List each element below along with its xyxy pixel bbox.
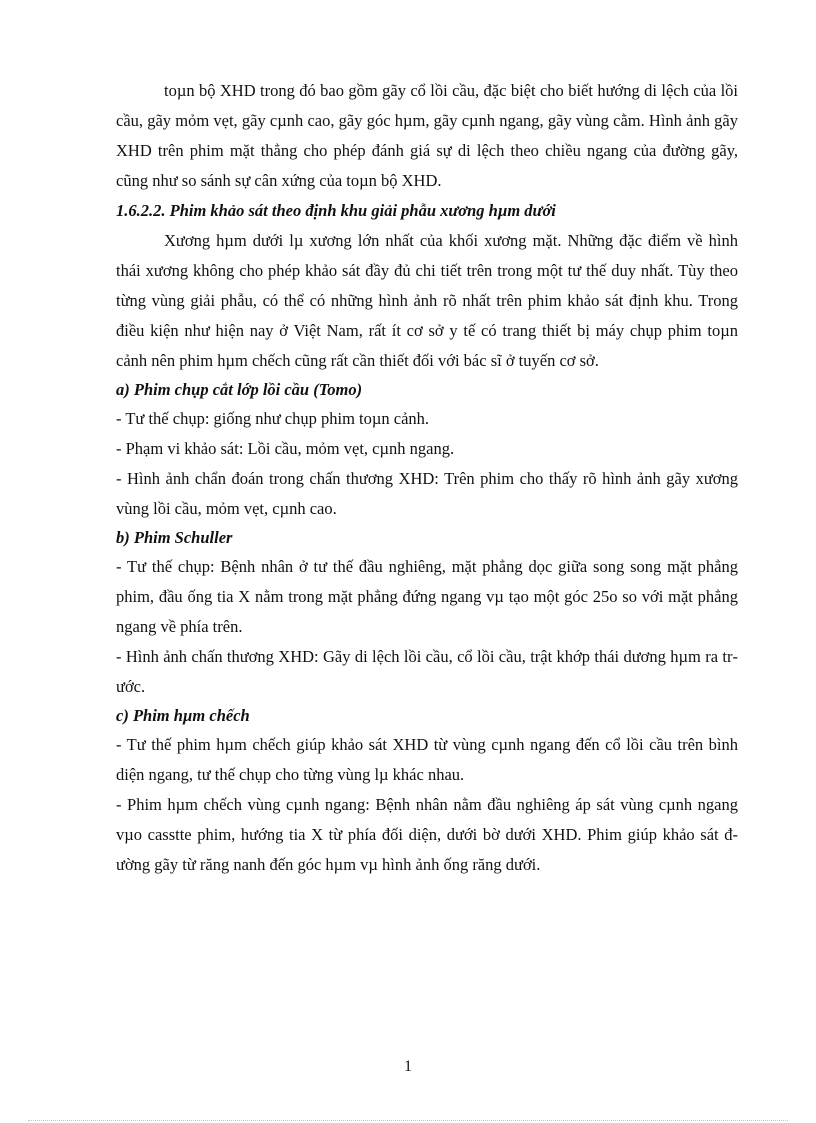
page-number: 1 xyxy=(404,1058,412,1075)
subheading-schuller: b) Phim Schuller xyxy=(116,528,233,547)
footer-divider xyxy=(28,1120,788,1121)
list-item: - Tư thế chụp: Bệnh nhân ở tư thế đầu nghiêng, mặt phẳng dọc giữa song song mặt phẳng phim, đầu ống tia X nằm trong mặt phẳng đứng ngang vµ tạo một góc 25o so với mặt phẳng ngang về phía trên. xyxy=(116,557,738,636)
section-heading: 1.6.2.2. Phim khảo sát theo định khu giải phẫu xương hµm dưới xyxy=(116,201,556,220)
list-item: - Tư thế phim hµm chếch giúp khảo sát XHD từ vùng cµnh ngang đến cổ lồi cầu trên bình diện ngang, tư thế chụp cho từng vùng lµ khác nhau. xyxy=(116,735,738,784)
paragraph-intro: toµn bộ XHD trong đó bao gồm gãy cổ lồi cầu, đặc biệt cho biết hướng di lệch của lồi cầu, gãy mỏm vẹt, gãy cµnh cao, gãy góc hµm, gãy cµnh ngang, gãy vùng cằm. Hình ảnh gãy XHD trên phim mặt thẳng cho phép đánh giá sự di lệch theo chiều ngang của đường gãy, cũng như so sánh sự cân xứng của toµn bộ XHD. xyxy=(116,81,738,190)
list-item: - Hình ảnh chẩn đoán trong chấn thương XHD: Trên phim cho thấy rõ hình ảnh gãy xương vùng lồi cầu, mỏm vẹt, cµnh cao. xyxy=(116,469,738,518)
paragraph-overview: Xương hµm dưới lµ xương lớn nhất của khối xương mặt. Những đặc điểm về hình thái xương không cho phép khảo sát đầy đủ chi tiết trên trong một tư thế duy nhất. Tùy theo từng vùng giải phẫu, có thể có những hình ảnh rõ nhất trên phim khảo sát định khu. Trong điều kiện như hiện nay ở Việt Nam, rất ít cơ sở y tế có trang thiết bị máy chụp phim toµn cảnh nên phim hµm chếch cũng rất cần thiết đối với bác sĩ ở tuyến cơ sở. xyxy=(116,231,738,370)
list-item: - Phim hµm chếch vùng cµnh ngang: Bệnh nhân nằm đầu nghiêng áp sát vùng cµnh ngang vµo casstte phim, hướng tia X từ phía đối diện, dưới bờ dưới XHD. Phim giúp khảo sát đường gãy từ răng nanh đến góc hµm vµ hình ảnh ống răng dưới. xyxy=(116,795,738,874)
document-body xyxy=(116,76,738,880)
subheading-tomo: a) Phim chụp cắt lớp lồi cầu (Tomo) xyxy=(116,380,363,399)
subheading-ham-chech: c) Phim hµm chếch xyxy=(116,706,250,725)
list-item: - Hình ảnh chấn thương XHD: Gãy di lệch lồi cầu, cổ lồi cầu, trật khớp thái dương hµm ra trước. xyxy=(116,647,738,696)
list-item: - Phạm vi khảo sát: Lồi cầu, mỏm vẹt, cµnh ngang. xyxy=(116,439,455,458)
list-item: - Tư thế chụp: giống như chụp phim toµn cảnh. xyxy=(116,409,430,428)
